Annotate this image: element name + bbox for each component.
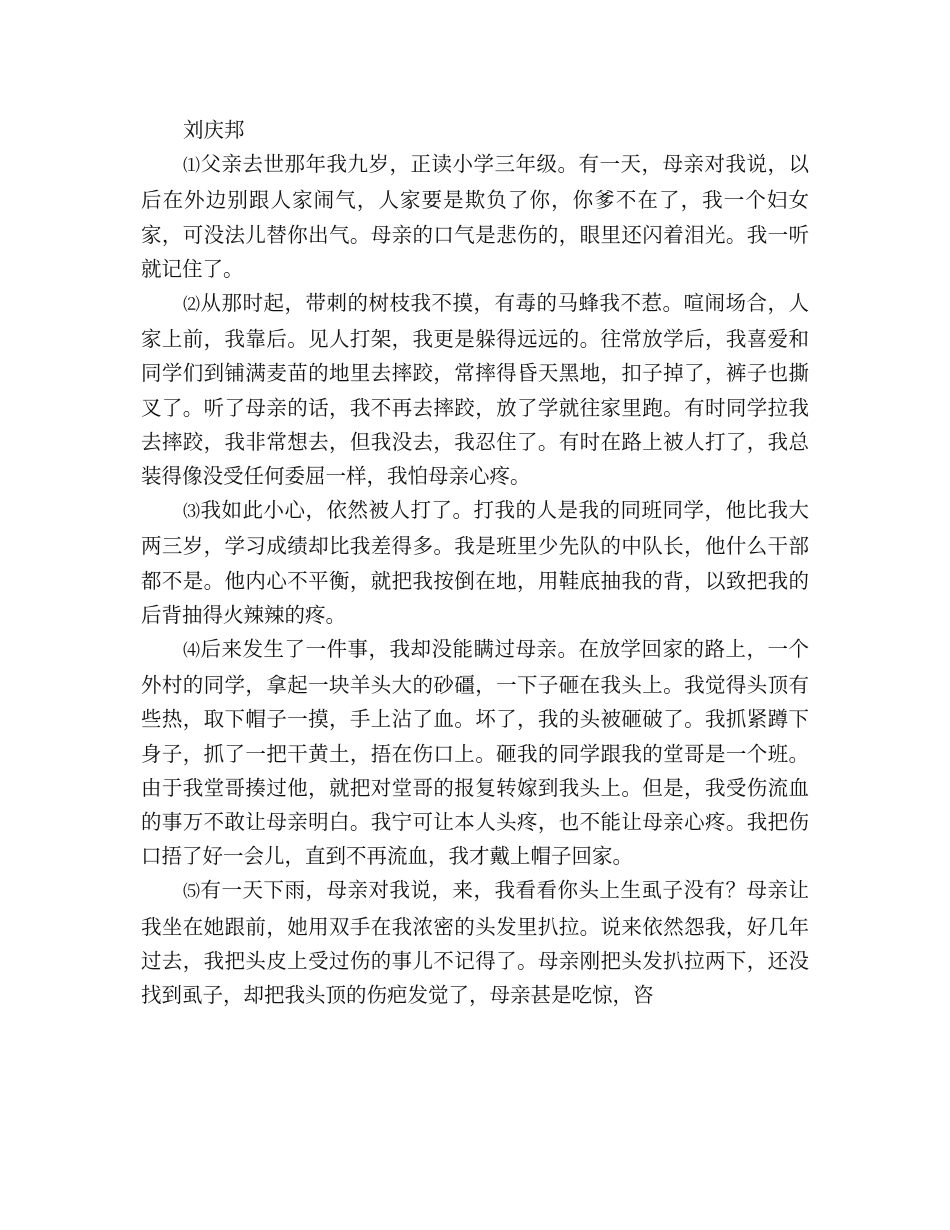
paragraph-text: 后来发生了一件事，我却没能瞒过母亲。在放学回家的路上，一个外村的同学，拿起一块羊头大的砂礓，一下子砸在我头上。我觉得头顶有些热，取下帽子一摸，手上沾了血。坏了，我的头被砸破了。我抓紧蹲下身子，抓了一把干黄土，捂在伤口上。砸我的同学跟我的堂哥是一个班。由于我堂哥揍过他，就把对堂哥的报复转嫁到我头上。但是，我受伤流血的事万不敢让母亲明白。我宁可让本人头疼，也不能让母亲心疼。我把伤口捂了好一会儿，直到不再流血，我才戴上帽子回家。: [141, 637, 809, 869]
paragraph-1: [141, 147, 809, 286]
paragraph-number: ⑴: [183, 156, 201, 177]
paragraph-number: ⑷: [183, 641, 201, 662]
paragraph-text: 从那时起，带刺的树枝我不摸，有毒的马蜂我不惹。喧闹场合，人家上前，我靠后。见人打架，我更是躲得远远的。往常放学后，我喜爱和同学们到铺满麦苗的地里去摔跤，常摔得昏天黑地，扣子掉了，裤子也撕叉了。听了母亲的话，我不再去摔跤，放了学就往家里跑。有时同学拉我去摔跤，我非常想去，但我没去，我忍住了。有时在路上被人打了，我总装得像没受任何委屈一样，我怕母亲心疼。: [141, 291, 809, 489]
document-page: [141, 113, 809, 1012]
paragraph-2: [141, 286, 809, 493]
paragraph-number: ⑶: [183, 502, 201, 523]
paragraph-4: [141, 632, 809, 873]
author-name: 刘庆邦: [183, 118, 245, 142]
paragraph-text: 我如此小心，依然被人打了。打我的人是我的同班同学，他比我大两三岁，学习成绩却比我差得多。我是班里少先队的中队长，他什么干部都不是。他内心不平衡，就把我按倒在地，用鞋底抽我的背，以致把我的后背抽得火辣辣的疼。: [141, 498, 809, 627]
paragraph-text: 父亲去世那年我九岁，正读小学三年级。有一天，母亲对我说，以后在外边别跟人家闹气，人家要是欺负了你，你爹不在了，我一个妇女家，可没法儿替你出气。母亲的口气是悲伤的，眼里还闪着泪光。我一听就记住了。: [141, 152, 809, 281]
paragraph-number: ⑵: [183, 295, 201, 316]
paragraph-text: 有一天下雨，母亲对我说，来，我看看你头上生虱子没有？母亲让我坐在她跟前，她用双手在我浓密的头发里扒拉。说来依然怨我，好几年过去，我把头皮上受过伤的事儿不记得了。母亲刚把头发扒拉两下，还没找到虱子，却把我头顶的伤疤发觉了，母亲甚是吃惊，咨: [141, 878, 809, 1008]
paragraph-5: [141, 873, 809, 1012]
paragraph-3: [141, 493, 809, 632]
paragraph-number: ⑸: [183, 882, 201, 903]
